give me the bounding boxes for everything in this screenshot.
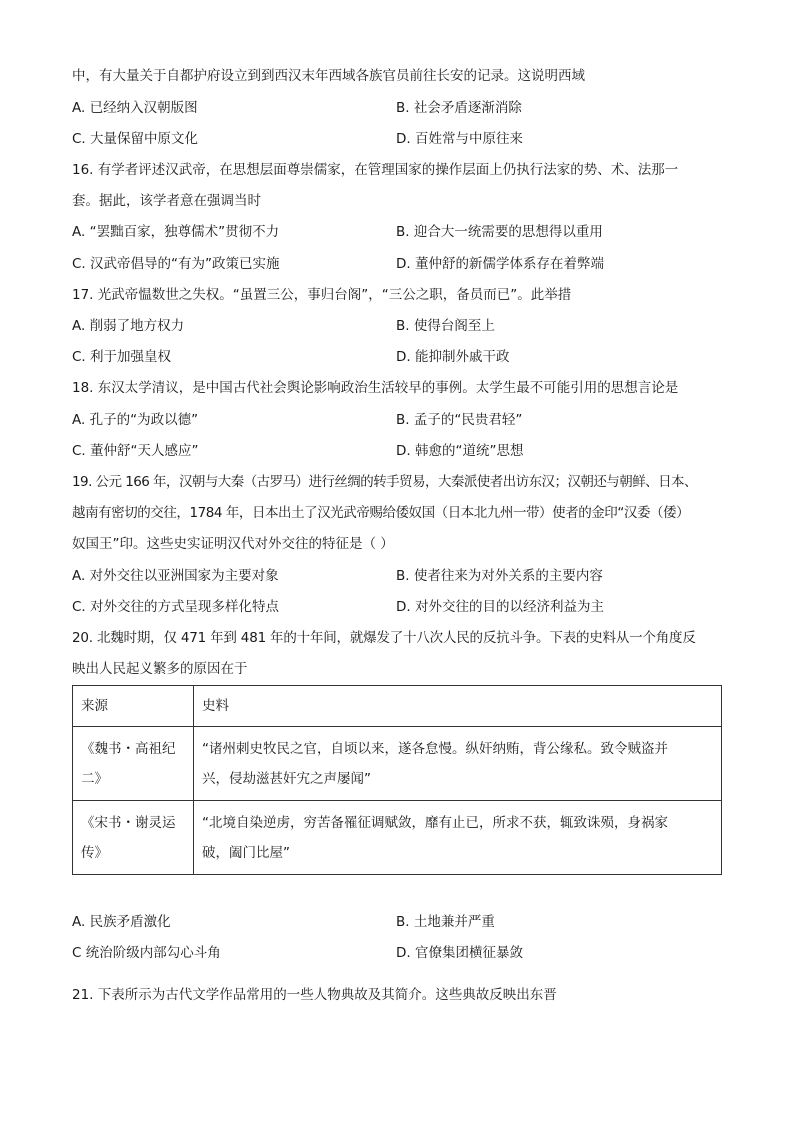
q17-stem: 17. 光武帝愠数世之失权。“虽置三公，事归台阁”，“三公之职，备员而已”。此举措 (72, 287, 572, 303)
q20-option-a: A. 民族矛盾激化 (72, 914, 171, 930)
row-2-material-line-2: 破，阖门比屋” (202, 844, 290, 861)
q17-option-d: D. 能抑制外戚干政 (396, 349, 510, 365)
q18-option-d: D. 韩愈的“道统”思想 (396, 443, 524, 459)
q15-option-d: D. 百姓常与中原往来 (396, 131, 523, 147)
q19-stem-line-2: 越南有密切的交往，1784 年，日本出土了汉光武帝赐给倭奴国（日本北九州一带）使者的金印“汉委（倭） (72, 505, 690, 521)
q20-option-b: B. 土地兼并严重 (396, 914, 495, 930)
q19-stem-line-3: 奴国王”印。这些史实证明汉代对外交往的特征是（ ） (72, 536, 394, 552)
q17-option-c: C. 利于加强皇权 (72, 349, 172, 365)
table-row (73, 801, 722, 875)
row-1-source (73, 727, 194, 801)
q19-option-c: C. 对外交往的方式呈现多样化特点 (72, 599, 280, 615)
q20-stem-line-2: 映出人民起义繁多的原因在于 (72, 661, 248, 677)
q18-option-b: B. 孟子的“民贵君轻” (396, 412, 523, 428)
q16-option-c: C. 汉武帝倡导的“有为”政策已实施 (72, 256, 280, 272)
q20-stem-line-1: 20. 北魏时期，仅 471 年到 481 年的十年间，就爆发了十八次人民的反抗斗争。下表的史料从一个角度反 (72, 630, 696, 646)
row-1-material-line-2: 兴，侵劫滋甚奸宄之声屡闻” (202, 770, 371, 787)
q19-option-a: A. 对外交往以亚洲国家为主要对象 (72, 568, 279, 584)
q15-stem: 中，有大量关于自都护府设立到到西汉末年西域各族官员前往长安的记录。这说明西域 (72, 68, 585, 84)
q21-stem: 21. 下表所示为古代文学作品常用的一些人物典故及其简介。这些典故反映出东晋 (72, 987, 557, 1003)
q18-stem: 18. 东汉太学清议，是中国古代社会舆论影响政治生活较早的事例。太学生最不可能引用的思想言论是 (72, 380, 679, 396)
q16-option-d: D. 董仲舒的新儒学体系存在着弊端 (396, 256, 604, 272)
q17-option-b: B. 使得台阁至上 (396, 318, 495, 334)
q17-option-a: A. 削弱了地方权力 (72, 318, 185, 334)
q15-option-a: A. 已经纳入汉朝版图 (72, 100, 198, 116)
table-row (73, 727, 722, 801)
q20-source-table (72, 685, 722, 875)
q20-option-c: C 统治阶级内部勾心斗角 (72, 945, 221, 961)
row-1-material-line-1: “诸州刺史牧民之官，自顷以来，遂各怠慢。纵奸纳贿，背公缘私。致令贼盗并 (202, 740, 668, 757)
row-2-material (194, 801, 722, 875)
q16-option-b: B. 迎合大一统需要的思想得以重用 (396, 224, 603, 240)
row-2-source-line-2: 传》 (81, 844, 108, 861)
q16-option-a: A. “罢黜百家，独尊儒术”贯彻不力 (72, 224, 280, 240)
q15-option-b: B. 社会矛盾逐渐消除 (396, 100, 522, 116)
q19-option-d: D. 对外交往的目的以经济利益为主 (396, 599, 604, 615)
row-2-source (73, 801, 194, 875)
row-1-material (194, 727, 722, 801)
row-2-source-line-1: 《宋书・谢灵运 (81, 814, 176, 831)
q20-option-d: D. 官僚集团横征暴敛 (396, 945, 523, 961)
row-2-material-line-1: “北境自染逆虏，穷苦备罹征调赋敛，靡有止已，所求不获，辄致诛殒，身祸家 (202, 814, 668, 831)
q19-option-b: B. 使者往来为对外关系的主要内容 (396, 568, 603, 584)
q15-option-c: C. 大量保留中原文化 (72, 131, 199, 147)
header-source: 来源 (73, 686, 194, 727)
header-material: 史料 (194, 686, 722, 727)
q18-option-c: C. 董仲舒“天人感应” (72, 443, 199, 459)
table-header-row (73, 686, 722, 727)
q19-stem-line-1: 19. 公元 166 年，汉朝与大秦（古罗马）进行丝绸的转手贸易，大秦派使者出访东汉；汉朝还与朝鲜、日本、 (72, 474, 697, 490)
q16-stem-line-1: 16. 有学者评述汉武帝，在思想层面尊崇儒家，在管理国家的操作层面上仍执行法家的势、术、法那一 (72, 162, 679, 178)
q16-stem-line-2: 套。据此，该学者意在强调当时 (72, 193, 261, 209)
row-1-source-line-2: 二》 (81, 770, 108, 787)
row-1-source-line-1: 《魏书・高祖纪 (81, 740, 176, 757)
q18-option-a: A. 孔子的“为政以德” (72, 412, 199, 428)
